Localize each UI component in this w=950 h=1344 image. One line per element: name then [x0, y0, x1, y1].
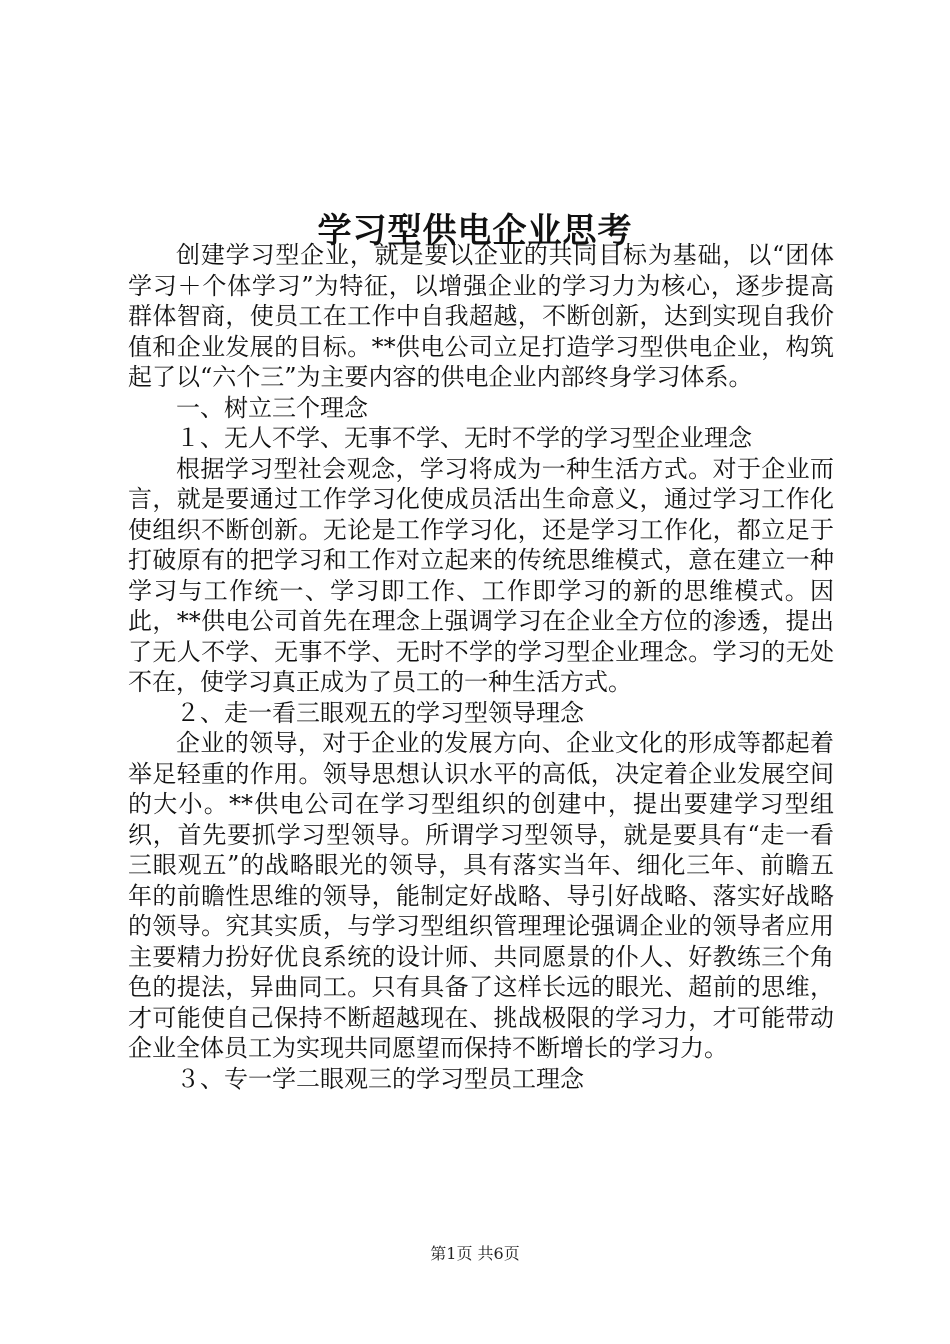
document-title: 学习型供电企业思考 — [317, 210, 633, 251]
body-paragraph-2: 企业的领导，对于企业的发展方向、企业文化的形成等都起着举足轻重的作用。领导思想认识水平的高低，决定着企业发展空间的大小。**供电公司在学习型组织的创建中，提出要建学习型组织，首先要抓学习型领导。所谓学习型领导，就是要具有“走一看三眼观五”的战略眼光的领导，具有落实当年、细化三年、前瞻五年的前瞻性思维的领导，能制定好战略、导引好战略、落实好战略的领导。究其实质，与学习型组织管理理论强调企业的领导者应用主要精力扮好优良系统的设计师、共同愿景的仆人、好教练三个角色的提法，异曲同工。只有具备了这样长远的眼光、超前的思维，才可能使自己保持不断超越现在、挑战极限的学习力，才可能带动企业全体员工为实现共同愿望而保持不断增长的学习力。 — [128, 729, 834, 1062]
subheading-3: ３、专一学二眼观三的学习型员工理念 — [176, 1064, 584, 1093]
document-body — [128, 240, 834, 1094]
intro-paragraph: 创建学习型企业，就是要以企业的共同目标为基础，以“团体学习＋个体学习”为特征，以增强企业的学习力为核心，逐步提高群体智商，使员工在工作中自我超越，不断创新，达到实现自我价值和企业发展的目标。**供电公司立足打造学习型供电企业，构筑起了以“六个三”为主要内容的供电企业内部终身学习体系。 — [128, 241, 834, 391]
subheading-1: １、无人不学、无事不学、无时不学的学习型企业理念 — [176, 424, 752, 452]
page-number-footer: 第1页 共6页 — [430, 1244, 520, 1263]
body-paragraph-1: 根据学习型社会观念，学习将成为一种生活方式。对于企业而言，就是要通过工作学习化使成员活出生命意义，通过学习工作化使组织不断创新。无论是工作学习化，还是学习工作化，都立足于打破原有的把学习和工作对立起来的传统思维模式，意在建立一种学习与工作统一、学习即工作、工作即学习的新的思维模式。因此，**供电公司首先在理念上强调学习在企业全方位的渗透，提出了无人不学、无事不学、无时不学的学习型企业理念。学习的无处不在，使学习真正成为了员工的一种生活方式。 — [128, 454, 834, 696]
subheading-2: ２、走一看三眼观五的学习型领导理念 — [176, 698, 584, 727]
section-heading-1: 一、树立三个理念 — [176, 393, 368, 422]
